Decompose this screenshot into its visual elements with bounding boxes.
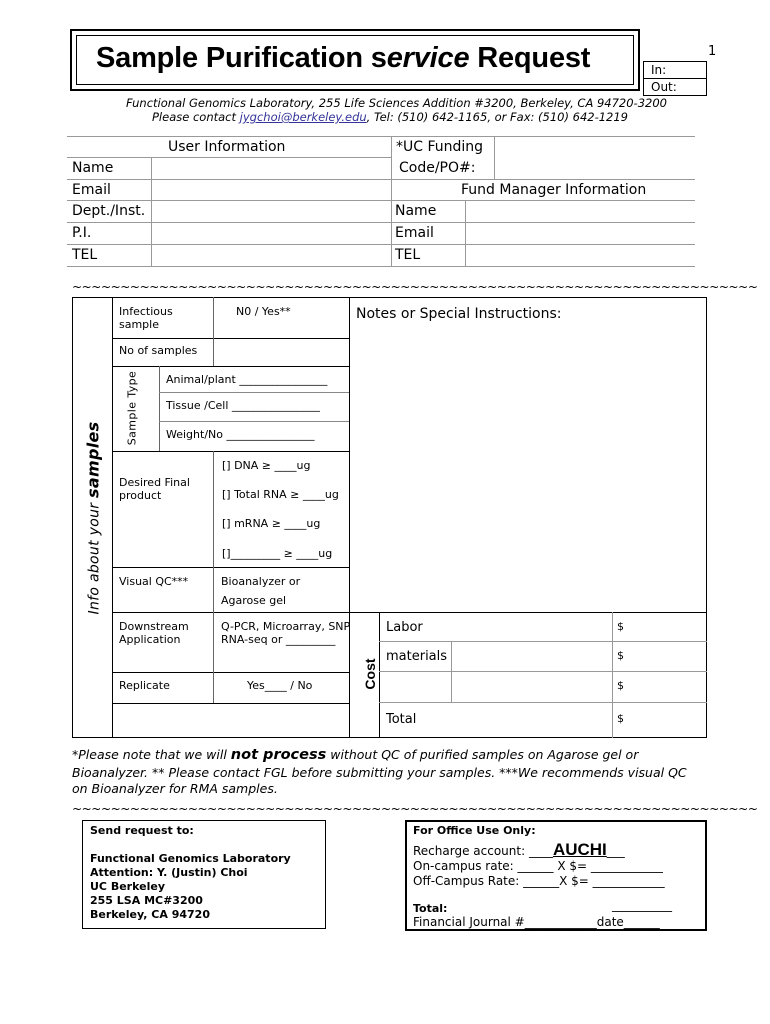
contact-email-link[interactable]: jygchoi@berkeley.edu: [239, 110, 367, 124]
animal-rule: [159, 392, 349, 393]
user-email-field[interactable]: [153, 181, 389, 199]
downstream-label-1: Downstream: [119, 620, 189, 633]
user-name-field[interactable]: [153, 159, 389, 178]
cost-materials-col-rule: [451, 641, 452, 702]
no-samples-bottom-rule: [112, 366, 349, 367]
page-title-part1: Sample Purification s: [96, 42, 387, 74]
page-title: [96, 42, 590, 75]
info-row-rule-1: [67, 179, 695, 180]
send-request-line-5: Berkeley, CA 94720: [90, 908, 210, 921]
no-of-samples-label: No of samples: [119, 344, 198, 357]
info-row-rule-2: [67, 200, 695, 201]
footnote-p1: *Please note that we will: [72, 747, 231, 762]
fund-email-label: Email: [395, 225, 434, 241]
office-total-field[interactable]: __________: [612, 898, 672, 912]
page-number: 1: [708, 44, 717, 59]
recharge-account-tail: ___: [606, 844, 625, 858]
footnote-line3: on Bioanalyzer for RMA samples.: [72, 781, 278, 796]
qpcr-option[interactable]: Q-PCR, Microarray, SNP: [221, 620, 351, 633]
recharge-account-value: AUCHI: [552, 840, 607, 859]
visual-qc-bottom-rule: [112, 612, 349, 613]
infectious-bottom-rule: [112, 338, 349, 339]
uc-funding-line1: *UC Funding: [396, 139, 484, 155]
cost-materials-label: materials: [386, 649, 448, 664]
samples-side-label: [84, 422, 103, 615]
mrna-option[interactable]: [] mRNA ≥ ____ug: [222, 517, 321, 530]
footnote-line1: [72, 747, 638, 763]
replicate-yes-no[interactable]: Yes____ / No: [247, 679, 313, 692]
page-title-part3: Request: [469, 42, 591, 74]
footnote-line2: Bioanalyzer. ** Please contact FGL before submitting your samples. ***We recommends visual QC: [72, 765, 687, 780]
fund-tel-field[interactable]: [467, 246, 694, 265]
infectious-label-2: sample: [119, 318, 159, 331]
rnaseq-option[interactable]: RNA-seq or _________: [221, 633, 336, 646]
user-tel-field[interactable]: [153, 246, 389, 265]
cost-label-col-rule: [379, 612, 380, 738]
contact-prefix: Please contact: [152, 110, 240, 124]
replicate-col-rule: [213, 672, 214, 703]
replicate-bottom-rule: [112, 703, 349, 704]
fund-name-field[interactable]: [467, 202, 694, 221]
cost-extra-currency: $: [617, 679, 624, 692]
cost-total-label: Total: [386, 712, 417, 727]
user-email-label: Email: [72, 182, 111, 198]
uc-funding-code-field[interactable]: [496, 138, 694, 178]
cost-label: Cost: [362, 658, 378, 690]
page-title-part2: ervice: [386, 42, 470, 74]
cost-total-currency: $: [617, 712, 624, 725]
fund-manager-header: Fund Manager Information: [461, 182, 647, 198]
cost-currency-col-rule: [612, 612, 613, 738]
out-label: Out:: [651, 80, 677, 94]
funding-code-col-rule: [494, 136, 495, 179]
office-use-title: For Office Use Only:: [413, 824, 536, 837]
animal-plant-field[interactable]: Animal/plant ________________: [166, 373, 328, 386]
agarose-gel-option[interactable]: Agarose gel: [221, 594, 287, 607]
infectious-col-rule: [213, 297, 214, 338]
cost-labor-label: Labor: [386, 620, 423, 635]
sample-type-bottom-rule: [112, 451, 349, 452]
send-request-line-3: UC Berkeley: [90, 880, 165, 893]
bioanalyzer-option[interactable]: Bioanalyzer or: [221, 575, 301, 588]
notes-textarea[interactable]: [352, 326, 704, 610]
cost-row-rule-3: [379, 702, 707, 703]
samples-side-label-prefix: Info about your: [86, 497, 103, 615]
visual-qc-col-rule: [213, 567, 214, 612]
office-total-label: Total:: [413, 902, 448, 915]
total-rna-option[interactable]: [] Total RNA ≥ ____ug: [222, 488, 339, 501]
tissue-rule: [159, 421, 349, 422]
dna-option[interactable]: [] DNA ≥ ____ug: [222, 459, 311, 472]
fund-label-col-rule: [465, 200, 466, 266]
user-dept-field[interactable]: [153, 202, 389, 221]
cost-table-top: [349, 612, 707, 613]
desired-product-label-1: Desired Final: [119, 476, 190, 489]
user-header-rule: [67, 157, 391, 158]
info-row-rule-4: [67, 244, 695, 245]
samples-notes-col-rule: [349, 297, 350, 738]
cost-materials-currency: $: [617, 649, 624, 662]
cost-labor-currency: $: [617, 620, 624, 633]
replicate-label: Replicate: [119, 679, 170, 692]
infectious-label-1: Infectious: [119, 305, 173, 318]
uc-funding-line2: Code/PO#:: [399, 160, 476, 176]
downstream-label-2: Application: [119, 633, 181, 646]
send-request-line-1: Functional Genomics Laboratory: [90, 852, 291, 865]
address-line: Functional Genomics Laboratory, 255 Life Sciences Addition #3200, Berkeley, CA 94720-3200: [126, 96, 667, 110]
infectious-no-yes[interactable]: N0 / Yes**: [236, 305, 291, 318]
financial-journal-row[interactable]: Financial Journal #____________date______: [413, 915, 660, 929]
info-row-rule-3: [67, 222, 695, 223]
user-label-col-rule: [151, 157, 152, 266]
fund-email-field[interactable]: [467, 224, 694, 243]
user-fund-col-rule: [391, 136, 392, 266]
user-tel-label: TEL: [72, 247, 98, 263]
tissue-cell-field[interactable]: Tissue /Cell ________________: [166, 399, 320, 412]
send-request-title: Send request to:: [90, 824, 194, 837]
other-product-option[interactable]: []_________ ≥ ____ug: [222, 547, 333, 560]
tilde-separator-bottom: ~~~~~~~~~~~~~~~~~~~~~~~~~~~~~~~~~~~~~~~~~~~~~~~~~~~~~~~~~~~~~~~~~~~~~~~: [72, 802, 758, 816]
sample-type-col-rule: [159, 366, 160, 451]
desired-col-rule: [213, 451, 214, 567]
downstream-col-rule: [213, 612, 214, 673]
offcampus-rate-row[interactable]: Off-Campus Rate: ______X $= ____________: [413, 874, 665, 888]
footnote-p2: without QC of purified samples on Agarose gel or: [326, 747, 639, 762]
cost-row-rule-1: [379, 641, 707, 642]
user-dept-label: Dept./Inst.: [72, 203, 146, 219]
send-request-line-2: Attention: Y. (Justin) Choi: [90, 866, 248, 879]
downstream-bottom-rule: [112, 672, 349, 673]
in-out-divider: [643, 78, 707, 79]
user-name-label: Name: [72, 160, 114, 176]
weight-no-field[interactable]: Weight/No ________________: [166, 428, 315, 441]
send-request-line-4: 255 LSA MC#3200: [90, 894, 203, 907]
fund-tel-label: TEL: [395, 247, 421, 263]
cost-row-rule-2: [379, 671, 707, 672]
tilde-separator-top: ~~~~~~~~~~~~~~~~~~~~~~~~~~~~~~~~~~~~~~~~~~~~~~~~~~~~~~~~~~~~~~~~~~~~~~~: [72, 280, 758, 294]
recharge-account-label: Recharge account: ____: [413, 844, 553, 858]
user-info-header: User Information: [168, 139, 286, 155]
footnote-bold: not process: [230, 747, 327, 763]
sample-type-label: Sample Type: [125, 370, 139, 446]
samples-side-label-bold: samples: [83, 421, 103, 498]
no-samples-col-rule: [213, 338, 214, 366]
desired-product-label-2: product: [119, 489, 162, 502]
recharge-account-row[interactable]: [413, 840, 625, 860]
no-of-samples-field[interactable]: [215, 340, 347, 364]
fund-name-label: Name: [395, 203, 437, 219]
user-pi-field[interactable]: [153, 224, 389, 243]
oncampus-rate-row[interactable]: On-campus rate: ______ X $= ____________: [413, 859, 663, 873]
contact-line: [152, 110, 628, 124]
visual-qc-label: Visual QC***: [119, 575, 189, 588]
in-label: In:: [651, 63, 667, 77]
user-pi-label: P.I.: [72, 225, 92, 241]
info-table-top: [67, 136, 695, 137]
notes-label: Notes or Special Instructions:: [356, 306, 562, 322]
contact-suffix: , Tel: (510) 642-1165, or Fax: (510) 642-1219: [366, 110, 628, 124]
info-table-bottom: [67, 266, 695, 267]
desired-bottom-rule: [112, 567, 349, 568]
